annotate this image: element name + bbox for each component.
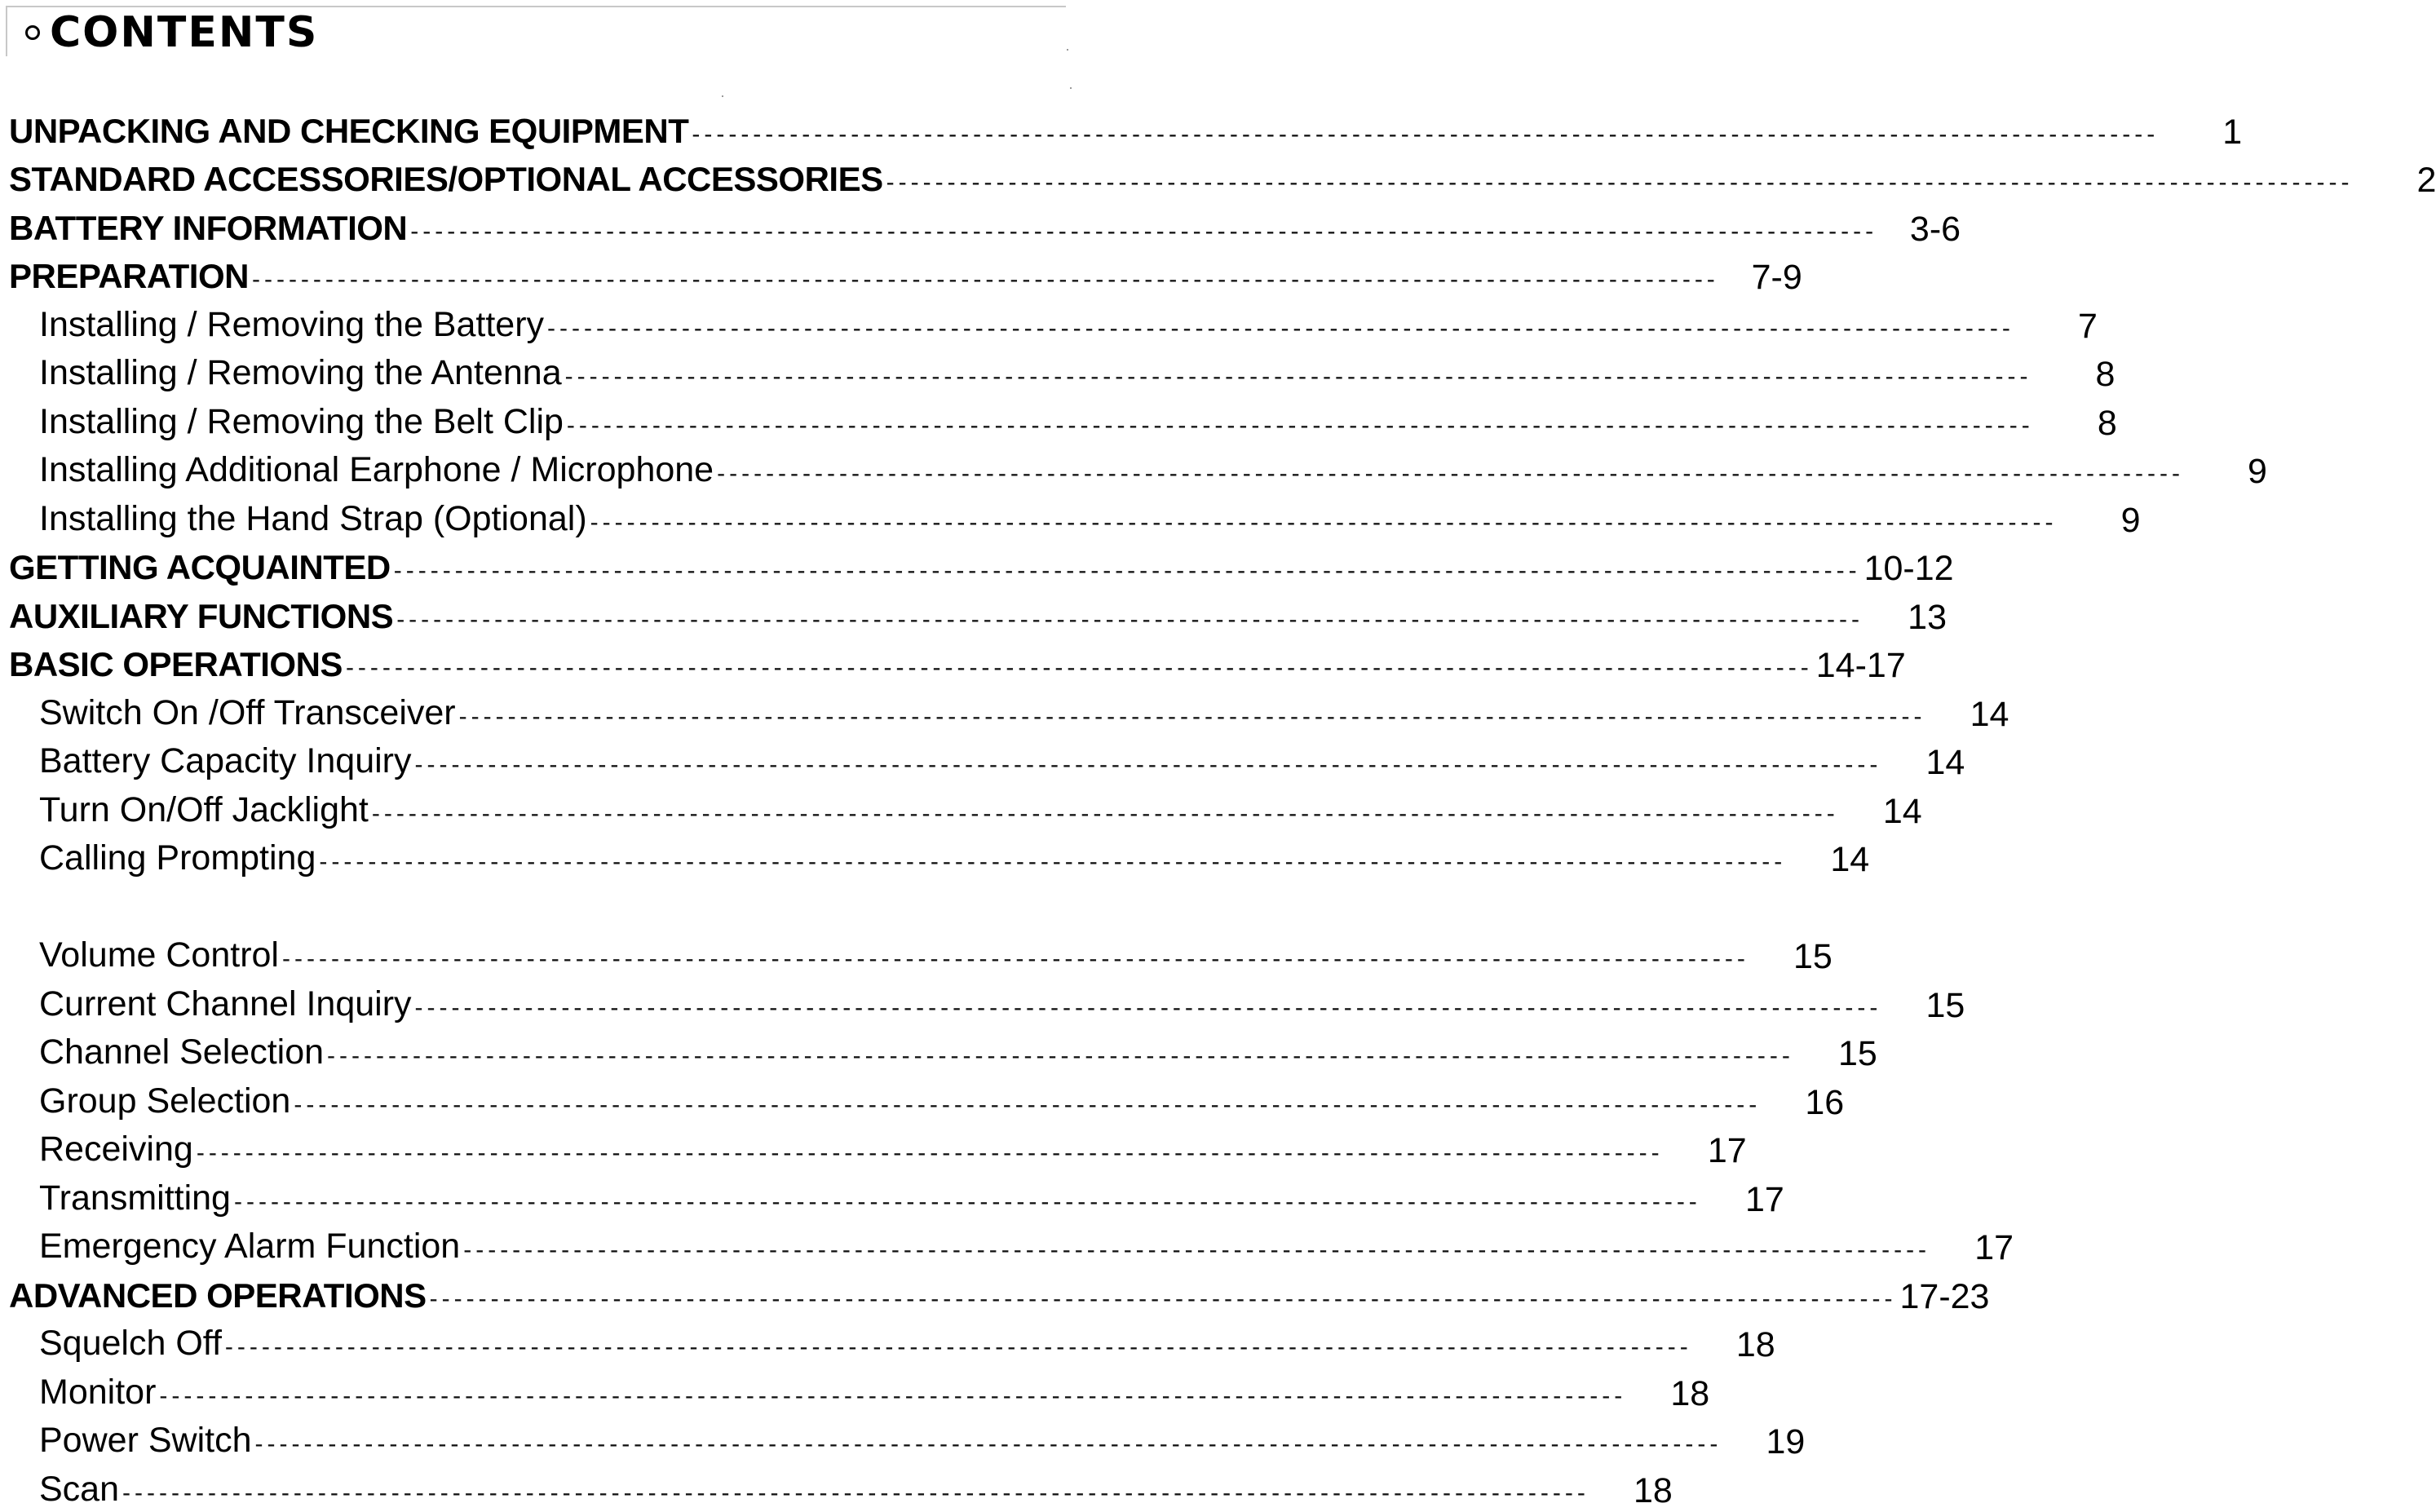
toc-entry-label: Battery Capacity Inquiry (39, 741, 412, 780)
toc-entry-page: 17 (1707, 1131, 1747, 1170)
toc-entry (0, 639, 1906, 687)
toc-entry-label: PREPARATION (9, 257, 249, 295)
toc-entry-label: Installing the Hand Strap (Optional) (39, 498, 587, 538)
toc-entry-page: 19 (1766, 1422, 1806, 1461)
toc-entry-label: AUXILIARY FUNCTIONS (9, 596, 394, 635)
toc-entry-label: Volume Control (39, 935, 279, 975)
scan-speck (1070, 87, 1072, 89)
dot-leader: ------------------------------------------------------------------------------------------------------------------------ (692, 120, 2160, 148)
toc-entry-label: UNPACKING AND CHECKING EQUIPMENT (9, 111, 689, 150)
toc-entry-label: Emergency Alarm Function (39, 1227, 461, 1266)
toc-entry-page: 16 (1805, 1082, 1845, 1122)
toc-entry-label: Installing / Removing the Antenna (39, 353, 562, 392)
toc-entry (0, 298, 2098, 347)
toc-entry (0, 1124, 1747, 1173)
dot-leader: ------------------------------------------------------------------------------------------------------------------------ (566, 411, 2034, 439)
toc-entry-label: Power Switch (39, 1421, 252, 1460)
dot-leader: ------------------------------------------------------------------------------------------------------------------------ (327, 1042, 1794, 1069)
dot-leader: ------------------------------------------------------------------------------------------------------------------------ (414, 993, 1882, 1021)
dot-leader: ------------------------------------------------------------------------------------------------------------------------ (458, 702, 1926, 730)
toc-entry-page: 8 (2095, 355, 2115, 394)
toc-entry (0, 444, 2267, 493)
toc-entry-page: 1 (2222, 112, 2243, 152)
contents-header (6, 6, 1066, 56)
dot-leader: ------------------------------------------------------------------------------------------------------------------------ (371, 799, 1839, 827)
toc-entry-label: Turn On/Off Jacklight (39, 789, 369, 829)
toc-entry-label: Installing / Removing the Belt Clip (39, 401, 564, 441)
toc-entry-page: 15 (1838, 1034, 1877, 1073)
toc-entry-label: STANDARD ACCESSORIES/OPTIONAL ACCESSORIES (9, 160, 883, 198)
toc-entry-page: 17-23 (1899, 1276, 1990, 1316)
dot-leader: ------------------------------------------------------------------------------------------------------------------------ (251, 266, 1719, 293)
toc-entry-page: 18 (1670, 1373, 1710, 1413)
toc-entry (0, 493, 2141, 542)
toc-entry-label: Receiving (39, 1130, 193, 1169)
toc-entry (0, 736, 1965, 785)
dot-leader: ------------------------------------------------------------------------------------------------------------------------ (463, 1236, 1931, 1263)
dot-leader: ------------------------------------------------------------------------------------------------------------------------ (414, 751, 1882, 778)
toc-entry (0, 978, 1965, 1027)
dot-leader: ------------------------------------------------------------------------------------------------------------------------ (429, 1284, 1897, 1312)
dot-leader: ------------------------------------------------------------------------------------------------------------------------ (410, 217, 1878, 245)
dot-leader: ------------------------------------------------------------------------------------------------------------------------ (590, 508, 2058, 536)
toc-entry-page: 14 (1882, 791, 1922, 831)
toc-entry-label: Current Channel Inquiry (39, 984, 412, 1023)
dot-leader: ------------------------------------------------------------------------------------------------------------------------ (282, 945, 1749, 972)
toc-entry-page: 15 (1793, 937, 1833, 976)
dot-leader: ------------------------------------------------------------------------------------------------------------------------ (393, 557, 1861, 584)
toc-entry-page: 3-6 (1909, 209, 1961, 249)
toc-entry-page: 14 (1830, 840, 1870, 879)
toc-entry (0, 1221, 2014, 1270)
dot-leader: ------------------------------------------------------------------------------------------------------------------------ (564, 363, 2032, 390)
toc-entry-label: Group Selection (39, 1081, 291, 1121)
toc-entry (0, 1415, 1806, 1464)
scan-speck (722, 95, 723, 97)
dot-leader: ------------------------------------------------------------------------------------------------------------------------ (345, 654, 1813, 681)
toc-entry-page: 17 (1974, 1228, 2014, 1267)
toc-entry (0, 542, 1954, 590)
dot-leader: ------------------------------------------------------------------------------------------------------------------------ (294, 1090, 1762, 1118)
toc-entry-label: Channel Selection (39, 1032, 325, 1072)
toc-entry-page: 9 (2248, 452, 2267, 491)
scan-speck (1067, 49, 1068, 51)
toc-entry-page: 14-17 (1815, 646, 1906, 685)
toc-entry (0, 930, 1833, 979)
toc-entry (0, 153, 2436, 202)
toc-entry-label: Transmitting (39, 1178, 231, 1218)
dot-leader: ------------------------------------------------------------------------------------------------------------------------ (233, 1187, 1701, 1215)
toc-entry-page: 9 (2120, 500, 2141, 540)
toc-entry-page: 15 (1925, 985, 1965, 1025)
dot-leader: ------------------------------------------------------------------------------------------------------------------------ (224, 1333, 1692, 1360)
toc-entry (0, 1463, 1673, 1512)
toc-entry (0, 347, 2115, 396)
toc-entry-label: Monitor (39, 1372, 157, 1412)
toc-entry (0, 1075, 1845, 1124)
dot-leader: ------------------------------------------------------------------------------------------------------------------------ (319, 848, 1787, 875)
dot-leader: ------------------------------------------------------------------------------------------------------------------------ (717, 460, 2184, 487)
toc-entry-label: BASIC OPERATIONS (9, 645, 343, 683)
toc-entry (0, 1318, 1775, 1367)
toc-entry (0, 833, 1870, 882)
toc-entry-page: 14 (1970, 694, 2009, 734)
toc-entry-label: Scan (39, 1469, 120, 1509)
toc-entry (0, 104, 2243, 153)
table-of-contents (0, 104, 2436, 1512)
page-title: CONTENTS (50, 8, 319, 57)
toc-entry-label: Calling Prompting (39, 838, 316, 878)
toc-entry (0, 1027, 1877, 1076)
dot-leader: ------------------------------------------------------------------------------------------------------------------------ (159, 1382, 1627, 1409)
toc-entry (0, 201, 1961, 250)
toc-entry (0, 1172, 1784, 1221)
toc-entry-label: Switch On /Off Transceiver (39, 692, 456, 732)
toc-entry-page: 10-12 (1863, 549, 1954, 588)
toc-entry-page: 13 (1908, 597, 1947, 637)
dot-leader: ------------------------------------------------------------------------------------------------------------------------ (196, 1139, 1664, 1166)
toc-entry-page: 18 (1735, 1325, 1775, 1364)
toc-entry-page: 7 (2077, 306, 2098, 346)
toc-entry (0, 687, 2009, 736)
toc-entry-label: ADVANCED OPERATIONS (9, 1275, 427, 1315)
toc-entry-page: 2 (2416, 161, 2436, 200)
toc-entry-page: 7-9 (1751, 258, 1802, 297)
circle-bullet-icon (25, 25, 40, 40)
dot-leader: ------------------------------------------------------------------------------------------------------------------------ (886, 169, 2354, 196)
toc-entry (0, 396, 2117, 444)
toc-entry-label: Installing Additional Earphone / Microphone (39, 450, 714, 489)
toc-entry-label: GETTING ACQUAINTED (9, 548, 391, 586)
toc-entry-label: BATTERY INFORMATION (9, 208, 408, 247)
toc-entry-page: 18 (1634, 1470, 1673, 1510)
dot-leader: ------------------------------------------------------------------------------------------------------------------------ (396, 605, 1864, 633)
toc-entry (0, 1366, 1710, 1415)
blank-spacer (0, 881, 1103, 930)
toc-entry (0, 590, 1947, 639)
toc-entry (0, 250, 1802, 299)
toc-entry (0, 1269, 1990, 1318)
toc-entry-label: Installing / Removing the Battery (39, 304, 545, 344)
dot-leader: ------------------------------------------------------------------------------------------------------------------------ (122, 1479, 1589, 1506)
dot-leader: ------------------------------------------------------------------------------------------------------------------------ (547, 314, 2014, 342)
toc-entry-page: 8 (2097, 403, 2117, 443)
toc-entry-label: Squelch Off (39, 1324, 222, 1363)
toc-entry-page: 14 (1925, 743, 1965, 782)
dot-leader: ------------------------------------------------------------------------------------------------------------------------ (254, 1430, 1722, 1457)
toc-entry-page: 17 (1744, 1179, 1784, 1219)
toc-entry (0, 784, 1922, 833)
